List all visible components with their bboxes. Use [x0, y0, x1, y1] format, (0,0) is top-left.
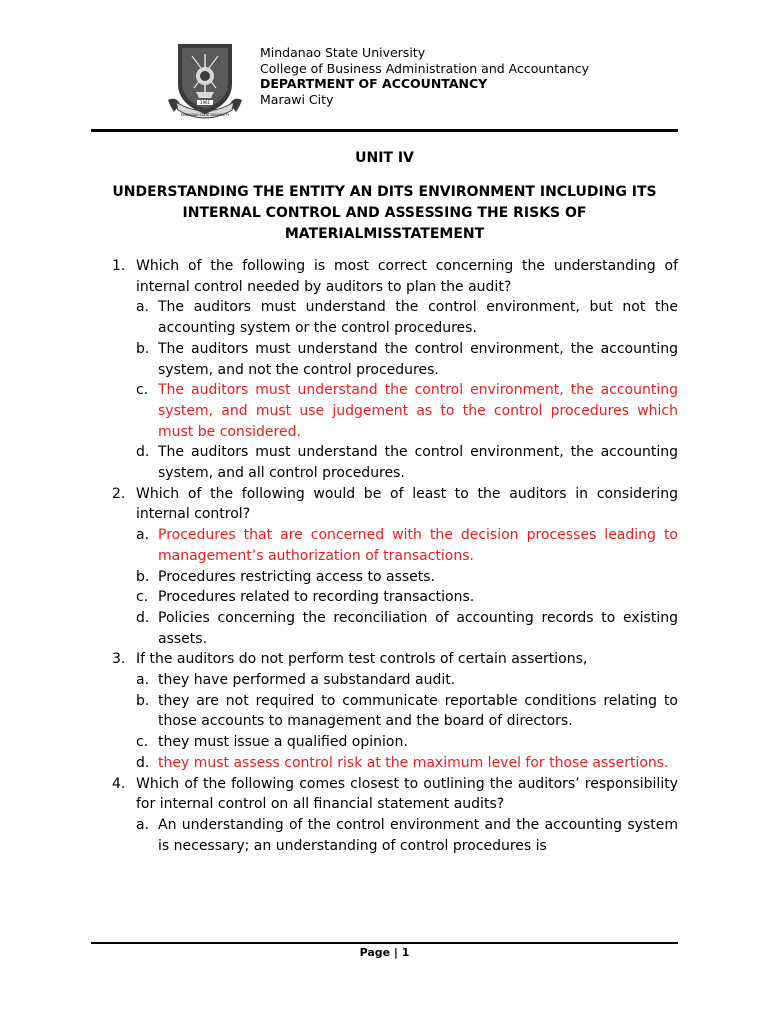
- option-text: An understanding of the control environment and the accounting system is necessary; an understanding of control procedures is: [158, 816, 678, 854]
- university-seal-icon: [166, 40, 244, 120]
- seal-motto-text: MINDANAO STATE UNIVERSITY: [180, 113, 230, 117]
- option-text: The auditors must understand the control environment, the accounting system, and all control procedures.: [158, 444, 678, 482]
- seal-year-text: 1961: [199, 100, 211, 105]
- university-name: Mindanao State University: [260, 45, 426, 60]
- college-name: College of Business Administration and Accountancy: [260, 60, 589, 76]
- option-text: they are not required to communicate reportable conditions relating to those accounts to management and the board of directors.: [158, 692, 678, 730]
- option-letter: c.: [136, 382, 149, 399]
- option-text-answer: The auditors must understand the control environment, the accounting system, and must use judgement as to the control procedures which must be considered.: [158, 382, 678, 440]
- question-number: 3.: [112, 651, 126, 668]
- question-1: [91, 256, 678, 484]
- option-letter: c.: [136, 589, 149, 606]
- question-text: Which of the following is most correct concerning the understanding of internal control needed by auditors to plan the audit?: [136, 258, 678, 295]
- question-text: If the auditors do not perform test controls of certain assertions,: [136, 651, 588, 668]
- city-name: Marawi City: [260, 91, 334, 107]
- page-number: Page | 1: [359, 946, 410, 959]
- option-text: Procedures restricting access to assets.: [158, 568, 436, 585]
- option-letter: d.: [136, 444, 150, 461]
- option-b: [136, 691, 678, 732]
- option-text: they have performed a substandard audit.: [158, 672, 456, 689]
- department-name: DEPARTMENT OF ACCOUNTANCY: [260, 76, 488, 91]
- option-text-answer: they must assess control risk at the maximum level for those assertions.: [158, 754, 669, 771]
- question-number: 2.: [112, 485, 126, 502]
- option-letter: d.: [136, 609, 150, 626]
- question-number: 4.: [112, 775, 126, 792]
- option-text: Policies concerning the reconciliation of accounting records to existing assets.: [158, 609, 678, 647]
- option-text: The auditors must understand the control environment, the accounting system, and not the control procedures.: [158, 340, 678, 378]
- question-number: 1.: [112, 258, 126, 274]
- option-letter: b.: [136, 340, 150, 357]
- unit-title: UNIT IV: [355, 150, 414, 166]
- option-b: [136, 567, 678, 588]
- option-a-answer: [136, 525, 678, 566]
- option-a: [136, 815, 678, 856]
- option-d: [136, 442, 678, 483]
- option-c-answer: [136, 380, 678, 442]
- option-letter: d.: [136, 754, 150, 771]
- footer-divider: [91, 942, 678, 944]
- option-a: [136, 297, 678, 338]
- question-text: Which of the following comes closest to outlining the auditors’ responsibility for internal control on all financial statement audits?: [136, 775, 678, 813]
- option-d: [136, 608, 678, 649]
- option-c: [136, 587, 678, 608]
- option-letter: b.: [136, 692, 150, 709]
- option-letter: b.: [136, 568, 150, 585]
- document-title: UNDERSTANDING THE ENTITY AN DITS ENVIRONMENT INCLUDING ITS INTERNAL CONTROL AND ASSESSING THE RISKS OF MATERIALMISSTATEMENT: [112, 184, 657, 242]
- option-letter: a.: [136, 299, 150, 316]
- option-a: [136, 670, 678, 691]
- question-4: [91, 774, 678, 857]
- header-divider: [91, 129, 678, 132]
- question-text: Which of the following would be of least to the auditors in considering internal control?: [136, 485, 678, 523]
- letterhead: [260, 45, 589, 107]
- option-letter: a.: [136, 672, 150, 689]
- option-letter: a.: [136, 527, 150, 544]
- option-d-answer: [136, 753, 678, 774]
- option-letter: a.: [136, 816, 150, 833]
- option-c: [136, 732, 678, 753]
- question-3: [91, 649, 678, 773]
- question-list: [91, 256, 678, 856]
- option-text: they must issue a qualified opinion.: [158, 734, 408, 751]
- question-2: [91, 484, 678, 650]
- option-text: Procedures related to recording transactions.: [158, 589, 475, 606]
- option-text: The auditors must understand the control environment, but not the accounting system or the control procedures.: [158, 299, 678, 337]
- option-b: [136, 339, 678, 380]
- option-letter: c.: [136, 734, 149, 751]
- option-text-answer: Procedures that are concerned with the decision processes leading to management’s authorization of transactions.: [158, 527, 678, 564]
